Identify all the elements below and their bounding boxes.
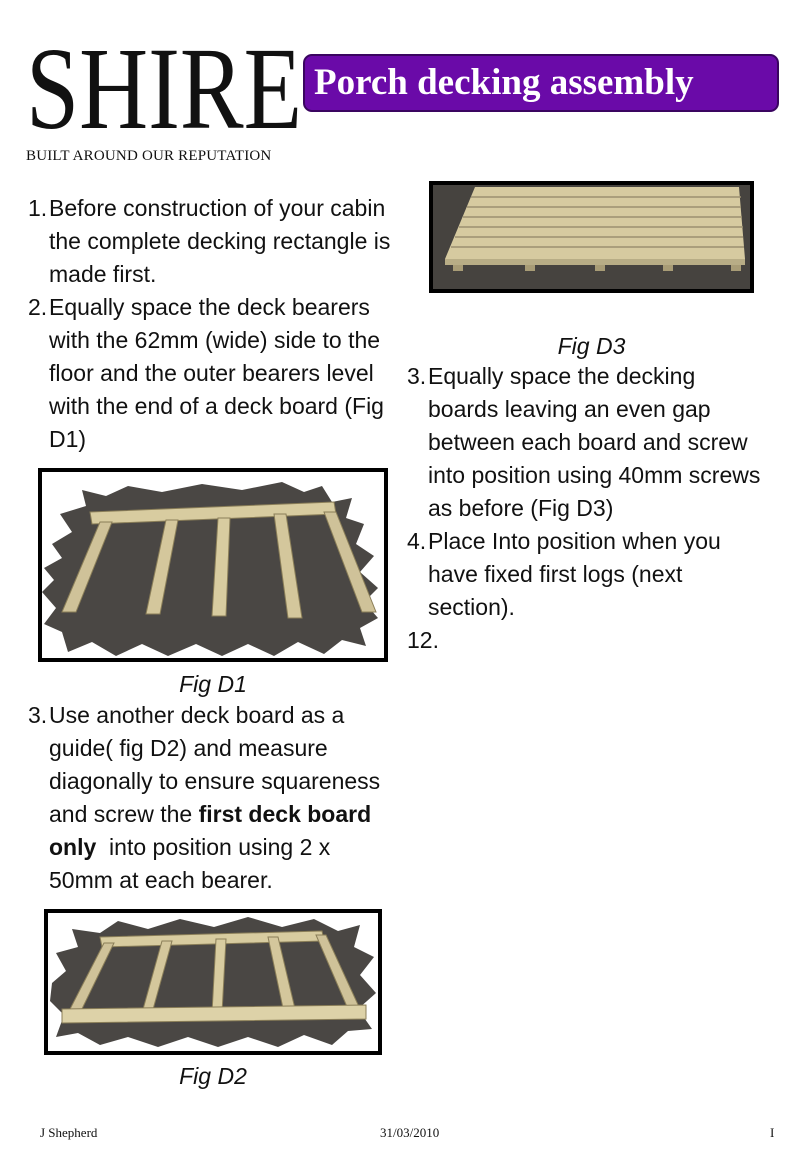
step-text: Before construction of your cabin the complete decking rectangle is made first.	[49, 195, 391, 287]
step-number: 4.	[407, 528, 427, 554]
figure-d3-caption: Fig D3	[557, 333, 626, 359]
logo-text: SHIRE	[26, 23, 302, 150]
right-step-list	[407, 360, 767, 653]
step-number: 3.	[407, 363, 427, 389]
step-text: Use another deck board as a guide( fig D2) and measure diagonally to ensure squareness and screw the	[49, 702, 381, 827]
page-title: Porch decking assembly	[303, 54, 779, 112]
step-item	[28, 291, 398, 456]
step-item	[28, 192, 398, 291]
figure-d2-caption: Fig D2	[179, 1063, 247, 1089]
footer-date: 31/03/2010	[380, 1125, 440, 1140]
shire-logo	[26, 10, 306, 170]
footer-author: J Shepherd	[40, 1125, 98, 1140]
step-number: 2.	[28, 294, 48, 320]
step-text: Equally space the decking boards leaving an even gap between each board and screw into position using 40mm screws as before (Fig D3)	[428, 363, 761, 521]
step-text-tail: into position using 2 x 50mm at each bearer.	[49, 834, 337, 893]
step-number: 1.	[28, 195, 48, 221]
footer-page-number: I	[770, 1125, 775, 1140]
left-column	[28, 192, 398, 1091]
step-item	[407, 525, 767, 624]
left-step-list	[28, 192, 398, 456]
step-text-bold: first deck board only	[49, 801, 372, 860]
step-text: Equally space the deck bearers with the 62mm (wide) side to the floor and the outer bearers level with the end of a deck board (Fig D1)	[49, 294, 384, 452]
step-item	[407, 360, 767, 525]
right-column	[407, 360, 767, 653]
figure-d1-photo	[38, 468, 388, 662]
step-number: 12.	[407, 627, 439, 653]
logo-tagline: BUILT AROUND OUR REPUTATION	[26, 148, 272, 164]
step-number: 3.	[28, 702, 48, 728]
figure-d1-caption: Fig D1	[179, 671, 247, 697]
left-step-list-2	[28, 699, 398, 897]
figure-d2-photo	[44, 909, 382, 1055]
figure-d2	[44, 909, 398, 1091]
logo-wordmark	[26, 10, 306, 150]
figure-d1	[38, 468, 398, 699]
figure-d3	[429, 181, 754, 361]
figure-d3-photo	[429, 181, 754, 293]
step-text: Place Into position when you have fixed first logs (next section).	[428, 528, 721, 620]
step-item	[28, 699, 398, 897]
